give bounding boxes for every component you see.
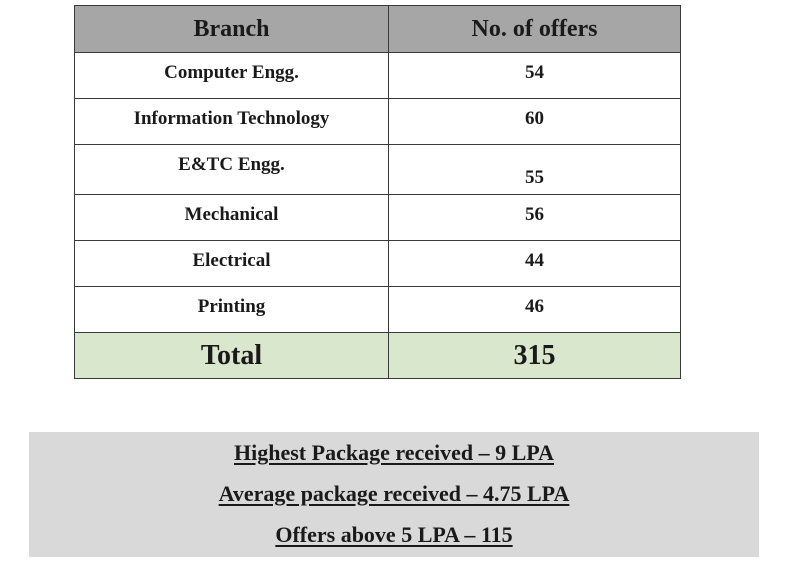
table-row [75,241,681,287]
branch-cell: E&TC Engg. [75,145,389,195]
average-package-text: Average package received – 4.75 LPA [218,481,570,506]
branch-cell: Computer Engg. [75,53,389,99]
highest-package-text: Highest Package received – 9 LPA [234,440,554,465]
table-row [75,99,681,145]
header-branch: Branch [75,6,389,53]
table-row [75,195,681,241]
table-row [75,145,681,195]
offers-cell: 54 [389,53,681,99]
total-label: Total [75,333,389,379]
table-header-row [75,6,681,53]
branch-cell: Electrical [75,241,389,287]
header-offers: No. of offers [389,6,681,53]
total-row [75,333,681,379]
offers-above-5-lpa-text: Offers above 5 LPA – 115 [275,522,513,547]
package-summary-box [29,432,759,557]
placement-offers-table [74,5,681,379]
table-row [75,53,681,99]
branch-cell: Printing [75,287,389,333]
table-row [75,287,681,333]
total-value: 315 [389,333,681,379]
offers-cell: 44 [389,241,681,287]
branch-cell: Information Technology [75,99,389,145]
branch-cell: Mechanical [75,195,389,241]
offers-cell: 46 [389,287,681,333]
offers-cell: 55 [389,145,681,195]
offers-cell: 60 [389,99,681,145]
offers-cell: 56 [389,195,681,241]
